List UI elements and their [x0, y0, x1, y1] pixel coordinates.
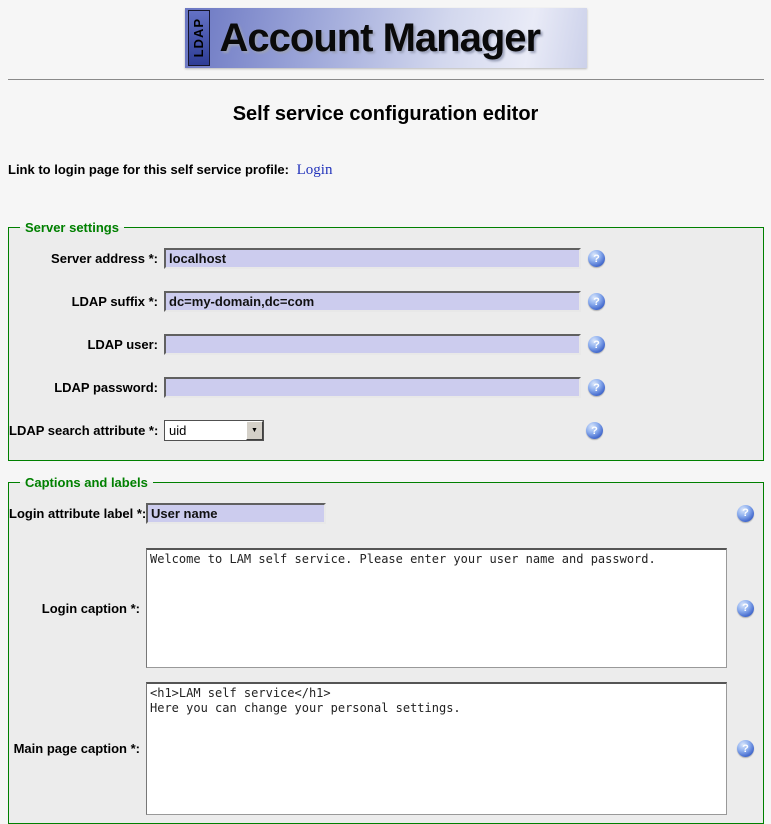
help-icon[interactable]: ? [586, 422, 603, 439]
server-address-row [9, 237, 763, 280]
server-address-label: Server address *: [51, 251, 158, 266]
select-selected-value: uid [169, 423, 187, 438]
captions-labels-legend: Captions and labels [25, 475, 148, 490]
ldap-password-row [9, 366, 763, 409]
header-divider [8, 79, 764, 80]
ldap-vertical-text: LDAP [191, 18, 206, 58]
main-page-caption-row [9, 682, 763, 815]
page-title: Self service configuration editor [232, 103, 539, 125]
ldap-user-label: LDAP user: [87, 337, 158, 352]
main-page-caption-textarea[interactable] [146, 682, 727, 815]
lam-logo [185, 8, 587, 68]
ldap-search-attribute-label: LDAP search attribute *: [9, 423, 159, 438]
login-attribute-label-row [9, 492, 763, 534]
login-link-line [8, 162, 771, 179]
help-icon[interactable]: ? [737, 740, 754, 757]
ldap-password-label: LDAP password: [54, 380, 158, 395]
help-icon[interactable]: ? [737, 505, 754, 522]
login-caption-textarea[interactable] [146, 548, 727, 668]
ldap-suffix-row [9, 280, 763, 323]
main-page-caption-label: Main page caption *: [13, 741, 140, 756]
ldap-search-attribute-row [9, 409, 763, 452]
help-icon[interactable]: ? [588, 293, 605, 310]
ldap-suffix-input[interactable] [164, 291, 581, 312]
login-link[interactable]: Login [296, 162, 333, 178]
ldap-vertical-badge [188, 10, 210, 66]
help-icon[interactable]: ? [737, 600, 754, 617]
login-link-label: Link to login page for this self service profile: [8, 162, 289, 177]
login-attribute-label: Login attribute label *: [9, 505, 147, 521]
server-settings-fieldset [8, 220, 764, 461]
login-attribute-input[interactable] [146, 503, 326, 524]
logo-title: Account Manager [219, 15, 541, 60]
login-caption-label: Login caption *: [41, 600, 140, 616]
help-icon[interactable]: ? [588, 379, 605, 396]
ldap-suffix-label: LDAP suffix *: [71, 294, 158, 309]
chevron-down-icon[interactable]: ▼ [246, 421, 263, 440]
ldap-user-row [9, 323, 763, 366]
server-address-input[interactable] [164, 248, 581, 269]
captions-labels-fieldset [8, 475, 764, 824]
login-caption-row [9, 548, 763, 668]
ldap-search-attribute-select[interactable] [164, 420, 264, 441]
ldap-password-input[interactable] [164, 377, 581, 398]
help-icon[interactable]: ? [588, 250, 605, 267]
header [0, 8, 771, 68]
help-icon[interactable]: ? [588, 336, 605, 353]
ldap-user-input[interactable] [164, 334, 581, 355]
server-settings-legend: Server settings [25, 220, 119, 235]
